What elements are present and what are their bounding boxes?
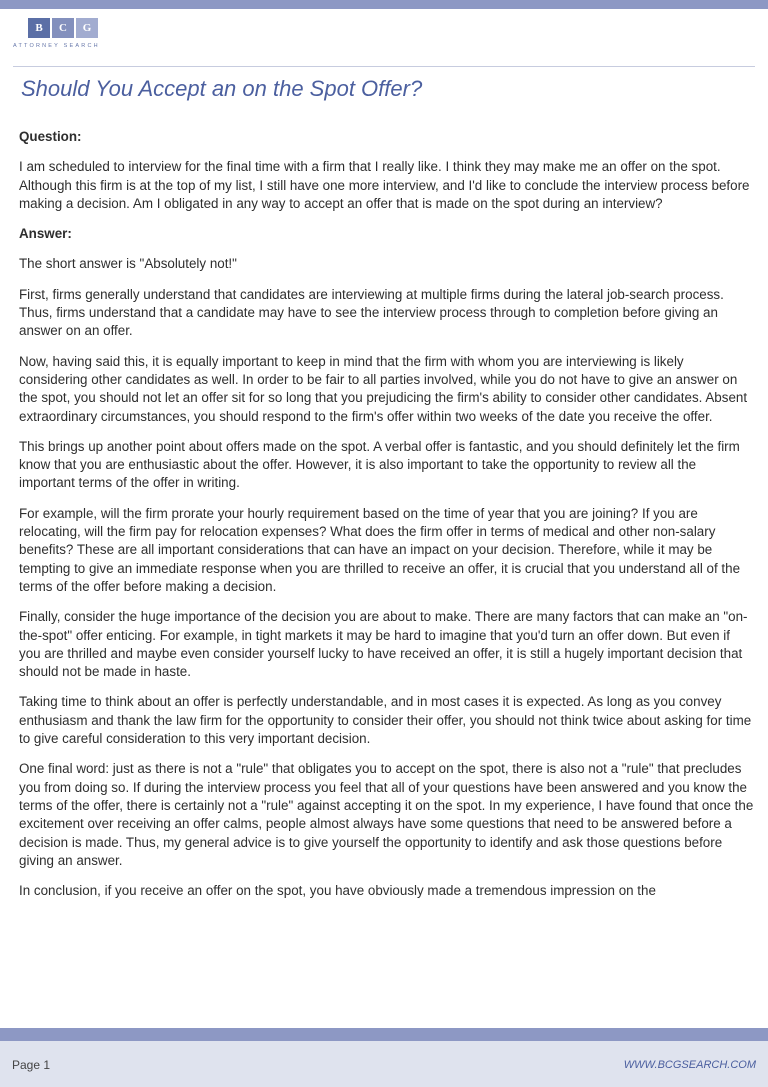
answer-label: Answer: <box>19 226 72 242</box>
logo-letter-c: C <box>52 18 74 38</box>
answer-paragraph: For example, will the firm prorate your hourly requirement based on the time of year that you are joining? If you are relocating, will the firm pay for relocation expenses? What does the firm offer in terms of medical and other non-salary benefits? These are all important considerations that can have an impact on your decision. Therefore, while it may be tempting to give an immediate response when you are thrilled to receive an offer, it is crucial that you understand all of the terms of the offer before making a decision. <box>19 505 741 594</box>
footer-color-band <box>0 1028 768 1041</box>
question-text: I am scheduled to interview for the final time with a firm that I really like. I think they may make me an offer on the spot. Although this firm is at the top of my list, I still have one more interview, and I'd like to conclude the interview process before making a decision. Am I obligated in any way to accept an offer that is made on the spot during an interview? <box>19 159 750 211</box>
header-divider <box>13 66 755 67</box>
answer-paragraph: In conclusion, if you receive an offer on the spot, you have obviously made a tremendous impression on the <box>19 883 656 899</box>
page-number: Page 1 <box>12 1058 51 1072</box>
article-body <box>19 128 755 1028</box>
answer-paragraph: One final word: just as there is not a "rule" that obligates you to accept on the spot, there is also not a "rule" that precludes you from doing so. If during the interview process you feel that all of your questions have been answered and you know the terms of the offer, there is certainly not a "rule" against accepting it on the spot. In my experience, I have found that once the excitement over receiving an offer calms, people almost always have some questions that need to be answered before a decision is made. Thus, my general advice is to give yourself the opportunity to identify and ask those questions before giving an answer. <box>19 761 754 868</box>
page-title: Should You Accept an on the Spot Offer? <box>21 76 423 101</box>
logo-letters <box>28 18 113 38</box>
website-link[interactable]: WWW.BCGSEARCH.COM <box>623 1059 756 1071</box>
answer-paragraph: Taking time to think about an offer is perfectly understandable, and in most cases it is expected. As long as you convey enthusiasm and thank the law firm for the opportunity to consider their offer, you should not think twice about asking for time to give careful consideration to this very important decision. <box>19 694 752 747</box>
answer-paragraph: The short answer is "Absolutely not!" <box>19 256 237 272</box>
bcg-logo <box>13 18 113 54</box>
answer-paragraph: Now, having said this, it is equally important to keep in mind that the firm with whom you are interviewing is likely considering other candidates as well. In order to be fair to all parties involved, while you do not have to give an answer on the spot, you should not let an offer sit for so long that you prejudicing the firm's ability to consider other candidates. Absent extraordinary circumstances, you should respond to the firm's offer within two weeks of the date you receive the offer. <box>19 353 748 424</box>
logo-letter-g: G <box>76 18 98 38</box>
logo-subtitle: ATTORNEY SEARCH <box>13 43 100 49</box>
question-label: Question: <box>19 129 82 144</box>
answer-paragraph: Finally, consider the huge importance of the decision you are about to make. There are many factors that can make an "on-the-spot" offer enticing. For example, in tight markets it may be hard to imagine that you'd turn an offer down. But even if you are thrilled and maybe even consider yourself lucky to have received an offer, it is still a hugely important decision that should not be made in haste. <box>19 609 748 680</box>
top-color-bar <box>0 0 768 9</box>
answer-paragraph: This brings up another point about offers made on the spot. A verbal offer is fantastic, and you should definitely let the firm know that you are enthusiastic about the offer. However, it is also important to take the opportunity to review all the important terms of the offer in writing. <box>19 438 740 491</box>
answer-paragraph: First, firms generally understand that candidates are interviewing at multiple firms during the lateral job-search process. Thus, firms understand that a candidate may have to see the interview process through to completion before giving an answer on an offer. <box>19 286 724 339</box>
logo-letter-b: B <box>28 18 50 38</box>
page-footer <box>0 1041 768 1087</box>
